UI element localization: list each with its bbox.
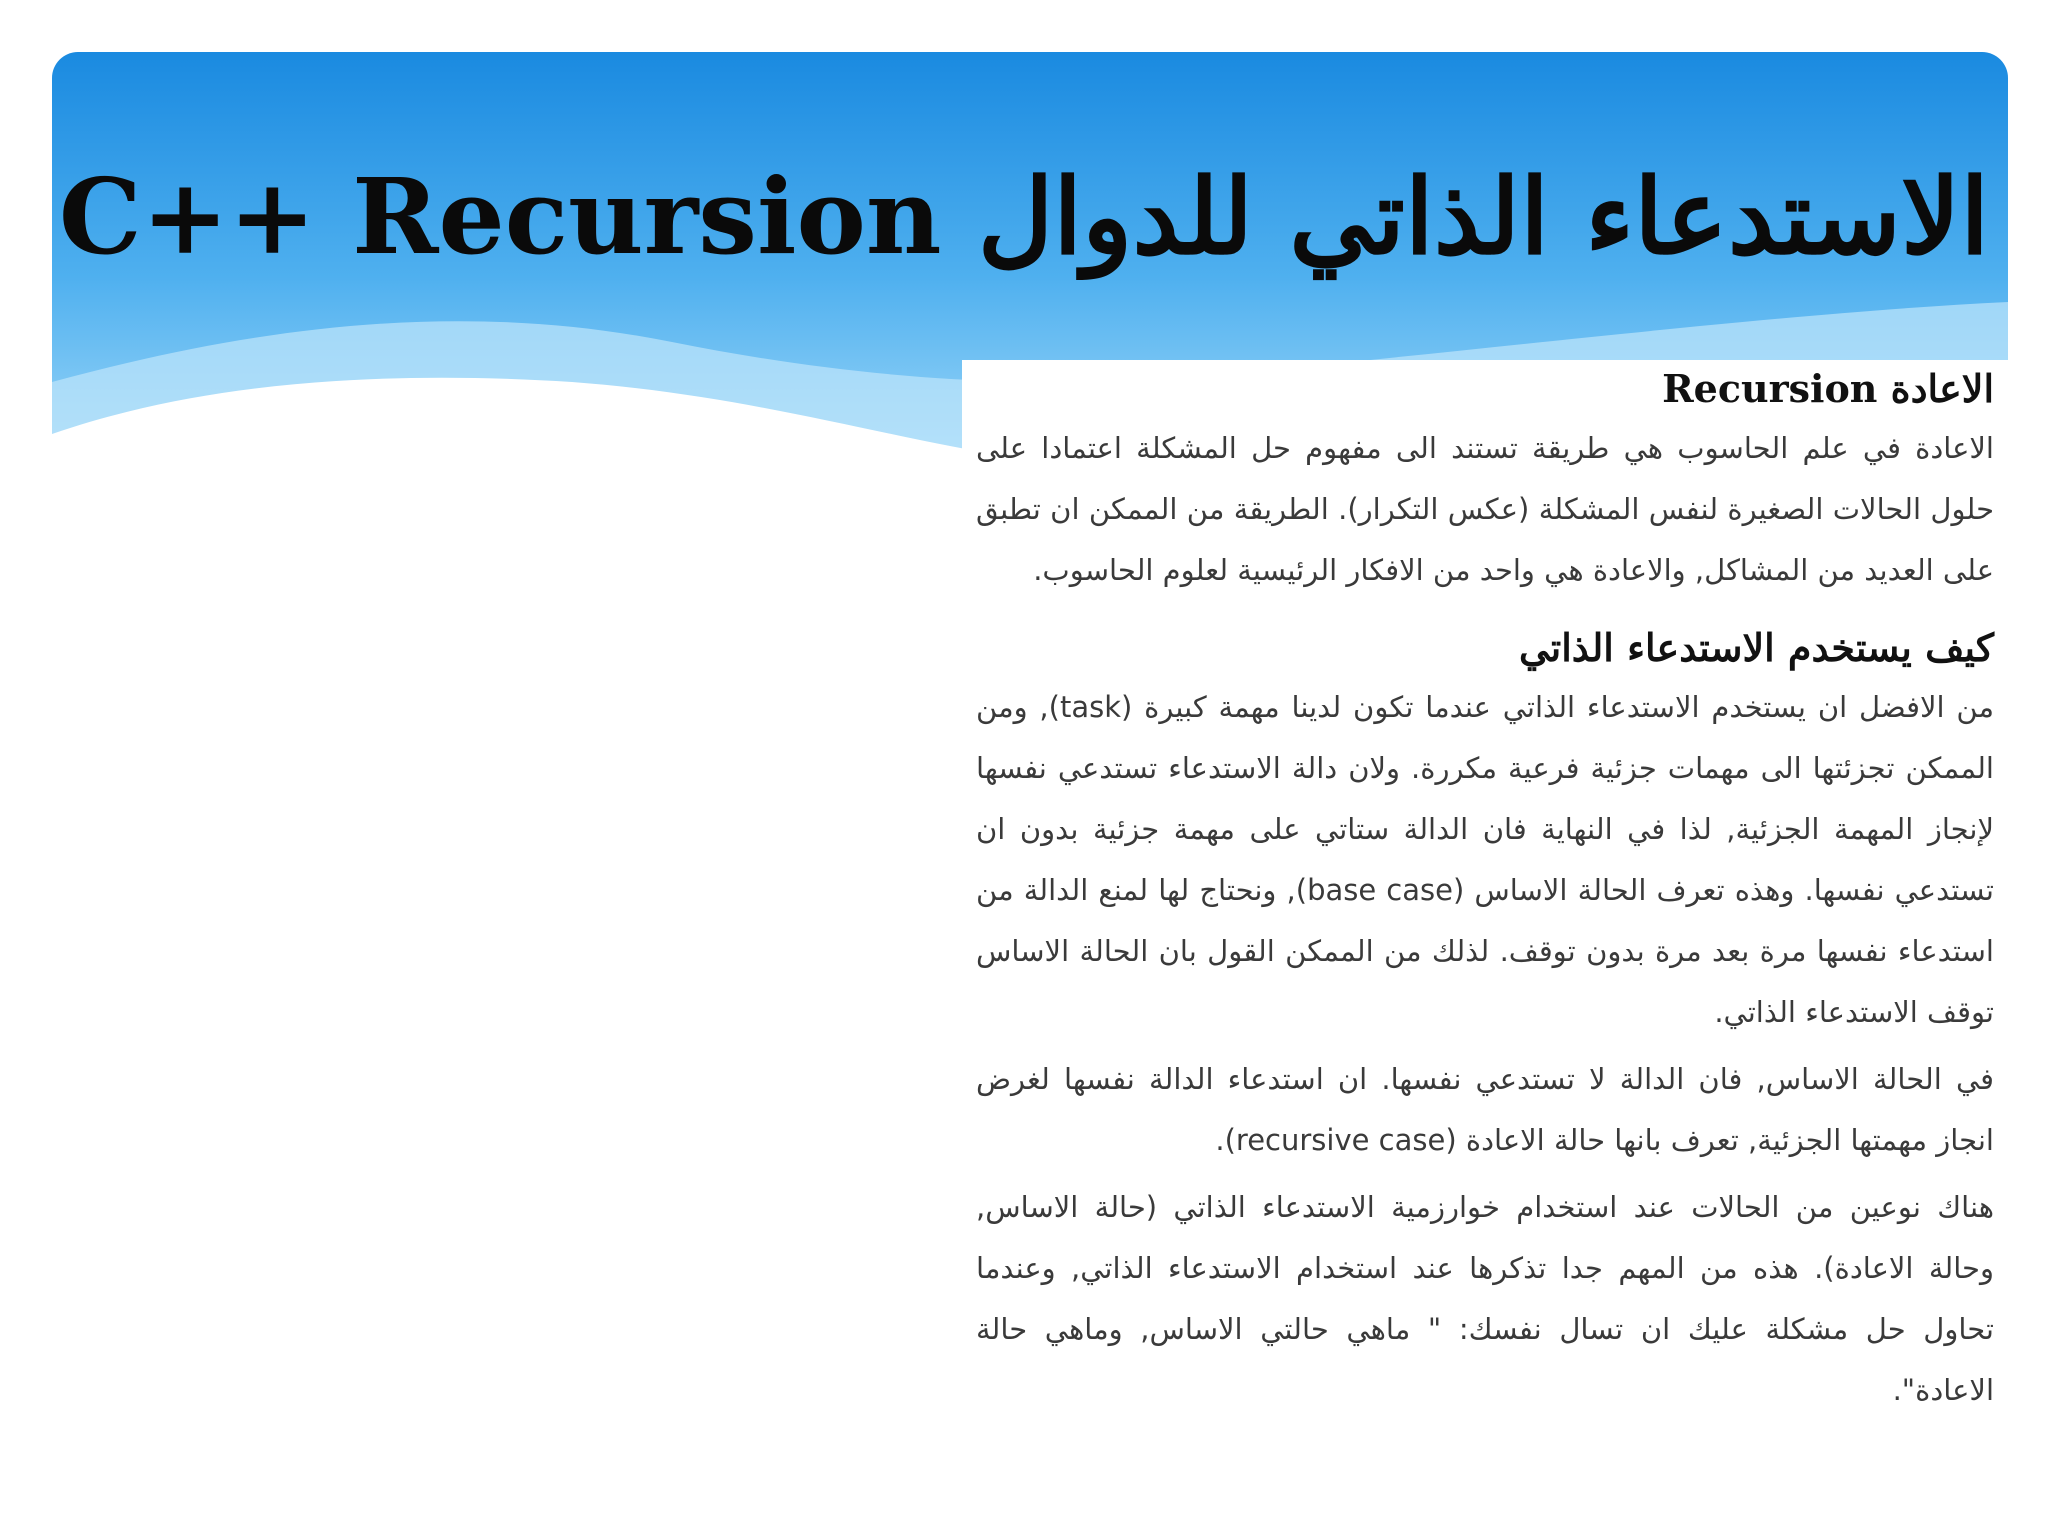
- spacer: [976, 601, 1994, 619]
- document-excerpt: [962, 360, 2008, 1460]
- paragraph-recursion-definition: الاعادة في علم الحاسوب هي طريقة تستند الى مفهوم حل المشكلة اعتمادا على حلول الحالات الصغيرة لنفس المشكلة (عكس التكرار). الطريقة من الممكن ان تطبق على العديد من المشاكل, والاعادة هي واحد من الافكار الرئيسية لعلوم الحاسوب.: [976, 431, 1994, 587]
- paragraph-two-cases: هناك نوعين من الحالات عند استخدام خوارزمية الاستدعاء الذاتي (حالة الاساس, وحالة الاعادة). هذه من المهم جدا تذكرها عند استخدام الاستدعاء الذاتي, وعندما تحاول حل مشكلة عليك ان تسال نفسك: " ماهي حالتي الاساس, وماهي حالة الاعادة".: [976, 1190, 1994, 1407]
- slide-title: الاستدعاء الذاتي للدوال C++ Recursion: [58, 155, 1990, 278]
- section-heading-recursion: الاعادة Recursion: [1662, 366, 1994, 411]
- paragraph-recursive-case: في الحالة الاساس, فان الدالة لا تستدعي نفسها. ان استدعاء الدالة نفسها لغرض انجاز مهمتها الجزئية, تعرف بانها حالة الاعادة (recursive case).: [976, 1062, 1994, 1157]
- paragraph-base-case: من الافضل ان يستخدم الاستدعاء الذاتي عندما تكون لدينا مهمة كبيرة (task), ومن الممكن تجزئتها الى مهمات جزئية فرعية مكررة. ولان دالة الاستدعاء تستدعي نفسها لإنجاز المهمة الجزئية, لذا في النهاية فان الدالة ستاتي على مهمة جزئية بدون ان تستدعي نفسها. وهذه تعرف الحالة الاساس (base case), ونحتاج لها لمنع الدالة من استدعاء نفسها مرة بعد مرة بدون توقف. لذلك من الممكن القول بان الحالة الاساس توقف الاستدعاء الذاتي.: [976, 690, 1995, 1029]
- section-heading-how-to-use: كيف يستخدم الاستدعاء الذاتي: [1518, 625, 1994, 670]
